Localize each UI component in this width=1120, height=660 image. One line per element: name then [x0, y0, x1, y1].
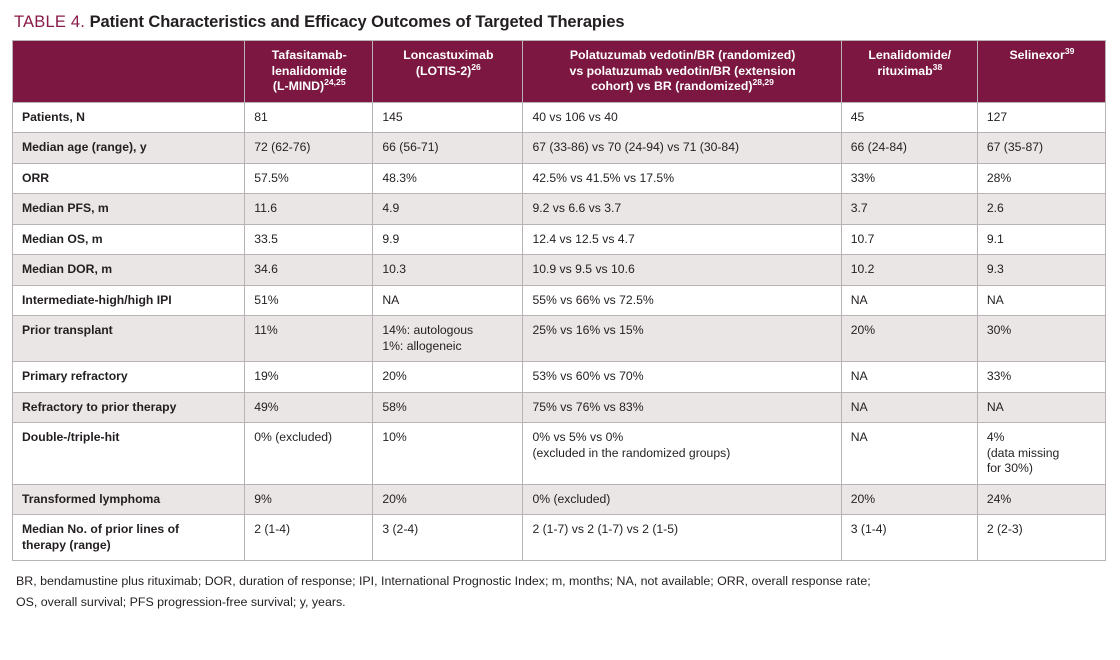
- table-cell: 4.9: [373, 194, 523, 225]
- table-cell: NA: [977, 392, 1105, 423]
- table-cell: 57.5%: [245, 163, 373, 194]
- row-header-cell: Median PFS, m: [13, 194, 245, 225]
- row-header-cell: Transformed lymphoma: [13, 484, 245, 515]
- row-header-cell: Refractory to prior therapy: [13, 392, 245, 423]
- footnote-line: BR, bendamustine plus rituximab; DOR, duration of response; IPI, International Prognostic Index; m, months; NA, not available; ORR, overall response rate;: [16, 574, 871, 588]
- table-cell: NA: [841, 285, 977, 316]
- table-cell: 24%: [977, 484, 1105, 515]
- table-header-row: [13, 41, 1106, 103]
- column-header-selinexor: Selinexor$^{39}$: [977, 41, 1105, 103]
- table-row: [13, 255, 1106, 286]
- table-cell: 81: [245, 102, 373, 133]
- table-cell: NA: [977, 285, 1105, 316]
- table-cell: 0% vs 5% vs 0% (excluded in the randomized groups): [523, 423, 841, 485]
- row-header-cell: Prior transplant: [13, 316, 245, 362]
- table-cell: 20%: [373, 484, 523, 515]
- column-header-blank: [13, 41, 245, 103]
- table-cell: 51%: [245, 285, 373, 316]
- table-cell: 2.6: [977, 194, 1105, 225]
- table-cell: 20%: [373, 362, 523, 393]
- table-cell: 11.6: [245, 194, 373, 225]
- table-cell: 9.3: [977, 255, 1105, 286]
- table-cell: NA: [373, 285, 523, 316]
- table-row: [13, 362, 1106, 393]
- row-header-cell: Median OS, m: [13, 224, 245, 255]
- table-cell: 2 (1-7) vs 2 (1-7) vs 2 (1-5): [523, 515, 841, 561]
- table-footnotes: [16, 571, 1106, 613]
- row-header-cell: Median age (range), y: [13, 133, 245, 164]
- table-head: [13, 41, 1106, 103]
- table-cell: 0% (excluded): [523, 484, 841, 515]
- table-row: [13, 392, 1106, 423]
- table-cell: 14%: autologous 1%: allogeneic: [373, 316, 523, 362]
- table-cell: 10.9 vs 9.5 vs 10.6: [523, 255, 841, 286]
- table-row: [13, 285, 1106, 316]
- page-title: [14, 12, 1108, 32]
- table-cell: 45: [841, 102, 977, 133]
- table-cell: 3.7: [841, 194, 977, 225]
- table-cell: 10.2: [841, 255, 977, 286]
- row-header-cell: Median DOR, m: [13, 255, 245, 286]
- table-row: [13, 423, 1106, 485]
- table-cell: 127: [977, 102, 1105, 133]
- table-cell: 66 (56-71): [373, 133, 523, 164]
- table-cell: 3 (1-4): [841, 515, 977, 561]
- row-header-cell: Double-/triple-hit: [13, 423, 245, 485]
- table-row: [13, 316, 1106, 362]
- table-cell: 19%: [245, 362, 373, 393]
- row-header-cell: Primary refractory: [13, 362, 245, 393]
- table-row: [13, 515, 1106, 561]
- table-cell: 66 (24-84): [841, 133, 977, 164]
- table-cell: 0% (excluded): [245, 423, 373, 485]
- table-row: [13, 194, 1106, 225]
- table-cell: 11%: [245, 316, 373, 362]
- table-cell: NA: [841, 423, 977, 485]
- table-cell: 4% (data missing for 30%): [977, 423, 1105, 485]
- table-cell: 12.4 vs 12.5 vs 4.7: [523, 224, 841, 255]
- table-cell: 55% vs 66% vs 72.5%: [523, 285, 841, 316]
- table-cell: 10.3: [373, 255, 523, 286]
- table-title-text: Patient Characteristics and Efficacy Outcomes of Targeted Therapies: [89, 13, 625, 31]
- table-cell: 67 (33-86) vs 70 (24-94) vs 71 (30-84): [523, 133, 841, 164]
- characteristics-table: [12, 40, 1106, 561]
- column-header-lenalidomide-rituximab: Lenalidomide/ rituximab$^{38}$: [841, 41, 977, 103]
- table-cell: 42.5% vs 41.5% vs 17.5%: [523, 163, 841, 194]
- table-cell: 33%: [841, 163, 977, 194]
- table-row: [13, 224, 1106, 255]
- table-cell: 10%: [373, 423, 523, 485]
- table-cell: 33.5: [245, 224, 373, 255]
- table-cell: 25% vs 16% vs 15%: [523, 316, 841, 362]
- table-cell: 20%: [841, 484, 977, 515]
- table-cell: 40 vs 106 vs 40: [523, 102, 841, 133]
- column-header-tafasitamab: Tafasitamab- lenalidomide (L-MIND)$^{24,25}$: [245, 41, 373, 103]
- table-row: [13, 102, 1106, 133]
- table-cell: 30%: [977, 316, 1105, 362]
- table-number-label: TABLE 4.: [14, 13, 85, 31]
- table-cell: 58%: [373, 392, 523, 423]
- table-cell: 9.1: [977, 224, 1105, 255]
- table-cell: 33%: [977, 362, 1105, 393]
- table-cell: 49%: [245, 392, 373, 423]
- table-cell: 10.7: [841, 224, 977, 255]
- table-row: [13, 133, 1106, 164]
- table-cell: 9%: [245, 484, 373, 515]
- table-cell: 3 (2-4): [373, 515, 523, 561]
- table-cell: 2 (1-4): [245, 515, 373, 561]
- row-header-cell: Patients, N: [13, 102, 245, 133]
- table-cell: 28%: [977, 163, 1105, 194]
- table-cell: 20%: [841, 316, 977, 362]
- table-cell: 48.3%: [373, 163, 523, 194]
- table-cell: 34.6: [245, 255, 373, 286]
- table-cell: NA: [841, 392, 977, 423]
- row-header-cell: Intermediate-high/high IPI: [13, 285, 245, 316]
- table-cell: 53% vs 60% vs 70%: [523, 362, 841, 393]
- table-row: [13, 484, 1106, 515]
- table-cell: 145: [373, 102, 523, 133]
- column-header-loncastuximab: Loncastuximab (LOTIS-2)$^{26}$: [373, 41, 523, 103]
- table-body: [13, 102, 1106, 561]
- table-cell: 2 (2-3): [977, 515, 1105, 561]
- column-header-polatuzumab: Polatuzumab vedotin/BR (randomized) vs polatuzumab vedotin/BR (extension cohort) vs BR (randomized)$^{28,29}$: [523, 41, 841, 103]
- table-cell: 9.9: [373, 224, 523, 255]
- table-cell: 72 (62-76): [245, 133, 373, 164]
- table-cell: 75% vs 76% vs 83%: [523, 392, 841, 423]
- row-header-cell: Median No. of prior lines of therapy (range): [13, 515, 245, 561]
- row-header-cell: ORR: [13, 163, 245, 194]
- table-cell: 67 (35-87): [977, 133, 1105, 164]
- table-cell: 9.2 vs 6.6 vs 3.7: [523, 194, 841, 225]
- table-cell: NA: [841, 362, 977, 393]
- footnote-line: OS, overall survival; PFS progression-free survival; y, years.: [16, 595, 346, 609]
- table-row: [13, 163, 1106, 194]
